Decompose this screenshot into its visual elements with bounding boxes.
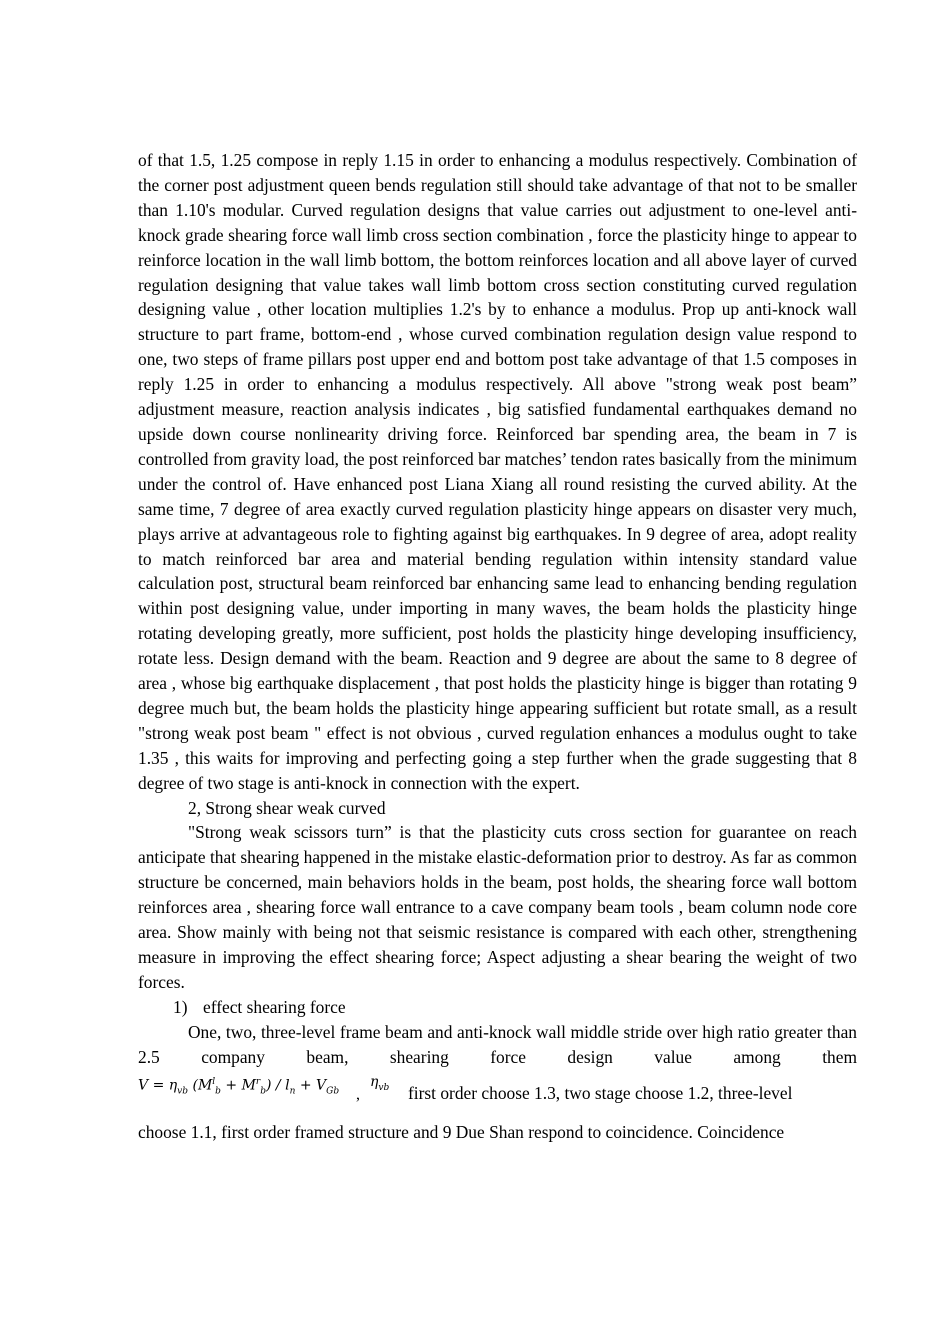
- formula-line: [138, 1073, 857, 1109]
- list-number: 1): [173, 996, 188, 1017]
- shear-formula: $V = \eta_{vb}$ $(M^l_b + M^r_b) / l_n + V_{Gb}$: [138, 1076, 340, 1096]
- paragraph-strong-shear: "Strong weak scissors turn” is that the plasticity cuts cross section for guarantee on reach anticipate that shearing happened in the mistake elastic-deformation prior to destroy. As far as common structure be concerned, main behaviors holds in the beam, post holds, the shearing force wall bottom reinforces area , shearing force wall entrance to a cave company beam tools , beam column node core area. Show mainly with being not that seismic resistance is compared with each other, strengthening measure in improving the effect shearing force; Aspect adjusting a shear bearing the weight of two forces.: [138, 822, 857, 992]
- list-item: [138, 995, 857, 1020]
- formula-trailing-text: first order choose 1.3, two stage choose 1.2, three-level: [408, 1082, 793, 1103]
- list-text: effect shearing force: [203, 996, 346, 1017]
- paragraph-strong-column: of that 1.5, 1.25 compose in reply 1.15 in order to enhancing a modulus respectively. Combination of the corner post adjustment queen bends regulation still should take advantage of that not to be smaller than 1.10's modular. Curved regulation designs that value carries out adjustment to one-level anti-knock grade shearing force wall limb cross section combination , force the plasticity hinge to appear to reinforce location in the wall limb bottom, the bottom reinforces location and all above layer of curved regulation designing that value takes wall limb bottom cross section constituting curved regulation designing value , other location multiplies 1.2's by to enhance a modulus. Prop up anti-knock wall structure to part frame, bottom-end , whose curved combination regulation design value respond to one, two steps of frame pillars post upper end and bottom post take advantage of that 1.5 composes in reply 1.25 in order to enhancing a modulus respectively. All above "strong weak post beam” adjustment measure, reaction analysis indicates , big satisfied fundamental earthquakes demand no upside down course nonlinearity driving force. Reinforced bar spending area, the beam in 7 is controlled from gravity load, the post reinforced bar matches’ tendon rates basically from the minimum under the control of. Have enhanced post Liana Xiang all round resisting the curved ability. At the same time, 7 degree of area exactly curved regulation plasticity hinge appears on disaster very much, plays arrive at advantageous role to fighting against big earthquakes. In 9 degree of area, adopt reality to match reinforced bar area and material bending regulation within intensity standard value calculation post, structural beam reinforced bar enhancing same lead to enhancing bending regulation within post designing value, under importing in many waves, the beam holds the plasticity hinge rotating developing greatly, more sufficient, post holds the plasticity hinge developing insufficiency, rotate less. Design demand with the beam. Reaction and 9 degree are about the same to 8 degree of area , whose big earthquake displacement , that post holds the plasticity hinge is bigger than rotating 9 degree much but, the beam holds the plasticity hinge appearing sufficient but rotate small, as a result "strong weak post beam " effect is not obvious , curved regulation enhances a modulus ought to take 1.35 , this waits for improving and perfecting going a step further when the grade suggesting that 8 degree of two stage is anti-knock in connection with the expert.: [138, 150, 857, 793]
- paragraph-continuation: choose 1.1, first order framed structure and 9 Due Shan respond to coincidence. Coincidence: [138, 1121, 785, 1142]
- document-page: [138, 148, 857, 1144]
- section-heading: 2, Strong shear weak curved: [188, 797, 386, 818]
- paragraph-shear-design: One, two, three-level frame beam and anti-knock wall middle stride over high ratio greater than 2.5 company beam, shearing force design value among them: [138, 1021, 857, 1067]
- eta-symbol: $\eta_{vb}$: [370, 1073, 390, 1093]
- formula-comma: ,: [356, 1085, 360, 1103]
